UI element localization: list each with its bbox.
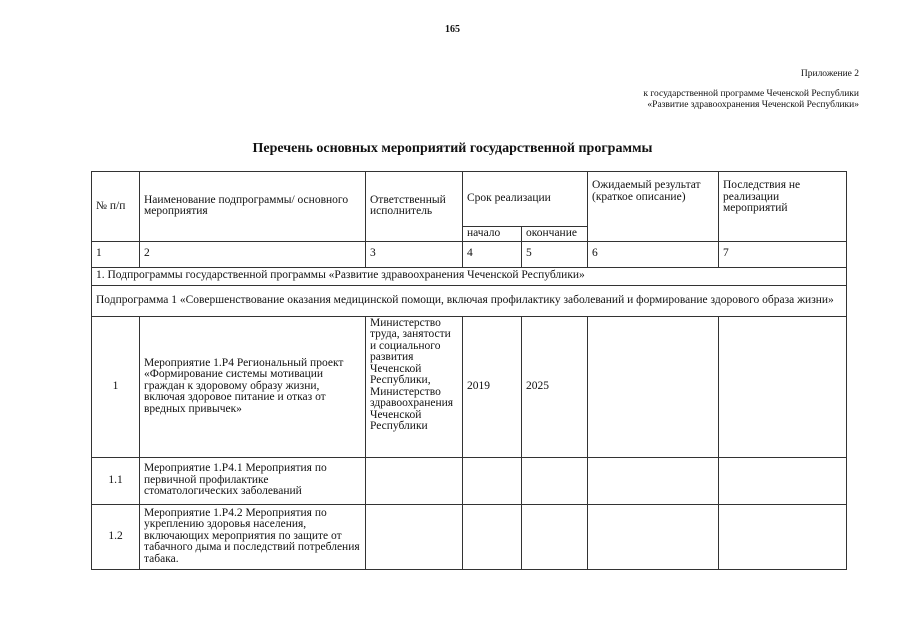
column-numbers-row: [92, 241, 847, 267]
header-start: начало: [463, 227, 522, 242]
row-name: Мероприятие 1.Р4 Региональный проект «Формирование системы мотивации граждан к здоровому образу жизни, включая здоровое питание и отказ от вредных привычек»: [140, 316, 366, 457]
row-end: [522, 504, 588, 569]
row-executor: [366, 504, 463, 569]
section-row: [92, 267, 847, 285]
row-consequences: [719, 504, 847, 569]
measures-table: [91, 171, 847, 570]
table-row: [92, 504, 847, 569]
header-result: Ожидаемый результат (краткое описание): [588, 172, 719, 242]
header-period: Срок реализации: [463, 172, 588, 227]
col-number: 7: [719, 241, 847, 267]
section-title: 1. Подпрограммы государственной программы «Развитие здравоохранения Чеченской Республики»: [92, 267, 847, 285]
col-number: 6: [588, 241, 719, 267]
col-number: 4: [463, 241, 522, 267]
row-start: [463, 504, 522, 569]
row-start: 2019: [463, 316, 522, 457]
col-number: 3: [366, 241, 463, 267]
subprogram-row: [92, 285, 847, 316]
row-name: Мероприятие 1.Р4.1 Мероприятия по первичной профилактике стоматологических заболеваний: [140, 457, 366, 504]
subprogram-title: Подпрограмма 1 «Совершенствование оказания медицинской помощи, включая профилактику заболеваний и формирование здорового образа жизни»: [92, 285, 847, 316]
row-num: 1.1: [92, 457, 140, 504]
page-number: 165: [445, 24, 460, 35]
row-consequences: [719, 457, 847, 504]
row-consequences: [719, 316, 847, 457]
header-row: [92, 172, 847, 227]
col-number: 1: [92, 241, 140, 267]
appendix-line-2: «Развитие здравоохранения Чеченской Республики»: [647, 100, 859, 110]
row-num: 1.2: [92, 504, 140, 569]
col-number: 2: [140, 241, 366, 267]
row-num: 1: [92, 316, 140, 457]
row-result: [588, 457, 719, 504]
header-executor: Ответственный исполнитель: [366, 172, 463, 242]
appendix-line-1: к государственной программе Чеченской Республики: [643, 88, 859, 99]
col-number: 5: [522, 241, 588, 267]
appendix-note: [643, 69, 859, 112]
header-name: Наименование подпрограммы/ основного мероприятия: [140, 172, 366, 242]
table-row: [92, 457, 847, 504]
row-start: [463, 457, 522, 504]
document-title: Перечень основных мероприятий государственной программы: [252, 141, 653, 156]
row-end: 2025: [522, 316, 588, 457]
row-result: [588, 316, 719, 457]
header-consequences: Последствия не реализации мероприятий: [719, 172, 847, 242]
row-result: [588, 504, 719, 569]
row-executor: [366, 457, 463, 504]
header-num: № п/п: [92, 172, 140, 242]
table-row: [92, 316, 847, 457]
header-end: окончание: [522, 227, 588, 242]
row-executor: Министерство труда, занятости и социального развития Чеченской Республики, Министерство здравоохранения Чеченской Республики: [366, 316, 463, 457]
row-name: Мероприятие 1.Р4.2 Мероприятия по укреплению здоровья населения, включающих мероприятия по защите от табачного дыма и последствий потребления табака.: [140, 504, 366, 569]
row-end: [522, 457, 588, 504]
appendix-title: Приложение 2: [800, 69, 859, 79]
